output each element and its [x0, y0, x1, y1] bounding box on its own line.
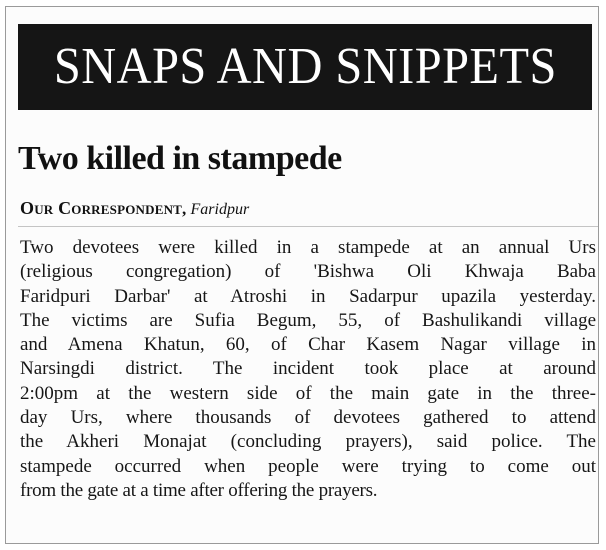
body-line: Two devotees were killed in a stampede at an annual Urs	[20, 237, 596, 258]
body-line: day Urs, where thousands of devotees gathered to attend	[20, 407, 596, 429]
body-line: Faridpuri Darbar' at Atroshi in Sadarpur upazila yesterday.	[20, 285, 596, 307]
body-line: Narsingdi district. The incident took place at around	[20, 358, 596, 380]
body-line: The victims are Sufia Begum, 55, of Bashulikandi village	[20, 309, 596, 331]
byline-author: Our Correspondent	[20, 198, 183, 218]
byline-divider	[18, 226, 598, 227]
body-line: from the gate at a time after offering the prayers.	[20, 479, 378, 501]
section-title: SNAPS AND SNIPPETS	[53, 38, 557, 95]
article-headline: Two killed in stampede	[18, 140, 342, 177]
byline-separator: ,	[182, 199, 187, 218]
body-line: and Amena Khatun, 60, of Char Kasem Nagar village in	[20, 334, 596, 356]
section-banner	[18, 24, 592, 110]
article-byline	[20, 199, 249, 218]
body-line: 2:00pm at the western side of the main gate in the three-	[20, 382, 596, 404]
article-body	[20, 236, 596, 503]
body-line: (religious congregation) of 'Bishwa Oli Khwaja Baba	[20, 261, 596, 283]
body-line: stampede occurred when people were trying to come out	[20, 455, 596, 477]
body-line: the Akheri Monajat (concluding prayers), said police. The	[20, 431, 596, 453]
byline-location: Faridpur	[190, 201, 250, 218]
